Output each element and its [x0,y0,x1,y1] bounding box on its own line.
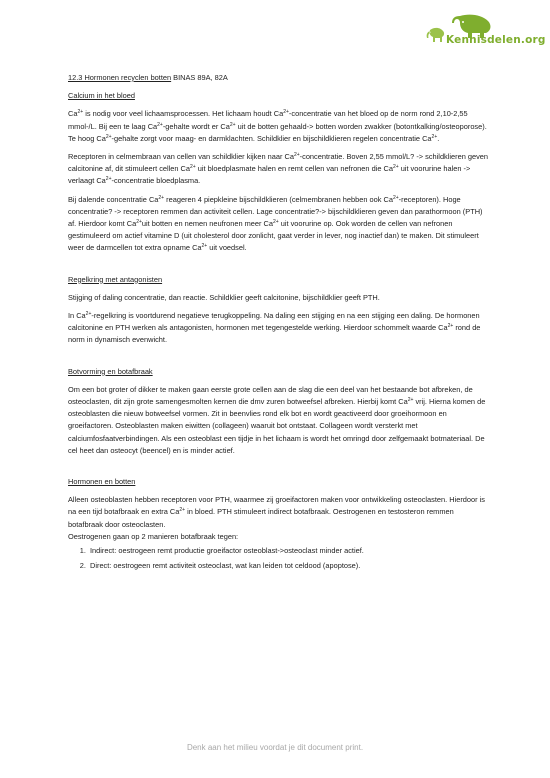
spacer [68,261,488,274]
charge-superscript: 2+ [447,323,454,330]
oestrogen-list [68,545,488,572]
heading-title: 12.3 Hormonen recyclen botten [68,73,172,82]
paragraph-regelkring-2: In $Ca^{2+}$-regelkring is voortdurend negatieve terugkoppeling. Na daling een stijging en na een stijging een daling. De hormonen calcitonine en PTH werken als antagonisten, hormonen met tegengestelde werking. Hierdoor schommelt waarde $Ca^{2+}$ rond de norm in dynamisch evenwicht. [68,311,481,345]
heading-reference: BINAS 89A, 82A [171,73,228,82]
paragraph-regelkring-1: Stijging of daling concentratie, dan reactie. Schildklier geeft calcitonine, bijschildklier geeft PTH. [68,292,380,302]
charge-superscript: 2+ [105,133,112,140]
charge-superscript: 2+ [201,243,208,250]
charge-superscript: 2+ [272,219,279,226]
document-body [68,72,488,576]
charge-superscript: 2+ [392,164,399,171]
kennisdelen-logo[interactable] [416,14,546,54]
charge-superscript: 2+ [105,176,112,183]
paragraph-calcium-3: Bij dalende concentratie $Ca^{2+}$ reageren 4 piepkleine bijschildklieren (celmembranen hebben ook $Ca^{2+}-receptoren$). Hoge concentratie? -> receptoren remmen dan activiteit cellen. Lage concentratie?-> bijschildklieren geven dan parathormoon (PTH) af. Hierdoor komt $Ca^{2+}uit$ botten en nemen neufronen meer $Ca^{2+}$ uit voorurine op. Ook worden de cellen van nefronen gestimuleerd om actief vitamine D (uit cholesterol door zonlicht, gaat verder in lever, nog inactief dan) te maken. Dit stimuleert weer de darmcellen tot extra opname $Ca^{2+}$ uit voedsel. [68,194,483,253]
document-heading [68,72,488,84]
spacer [68,463,488,476]
section-title-regelkring: Regelkring met antagonisten [68,274,163,284]
paragraph-botvorming-1: Om een bot groter of dikker te maken gaan eerste grote cellen aan de slag die een deel van het bestaande bot afbreken, de osteoclasten, dit zijn grote samengesmolten kernen die dmv zuren botweefsel afbreken. Hierbij komt $Ca^{2+}$ vrij. Hierna komen de osteoblasten die nieuw botweefsel vormen. Zit in beenvlies rond elk bot en wordt geactiveerd door groeihormoon en groeifactoren. Osteoblasten maken eiwitten (collageen) waaruit bot ontstaat. Collageen wordt versterkt met calciumfosfaatverbindingen. Als een osteoblast een tijdje in het lichaam is wordt het omringd door zelfgemaakt botmateriaal. De cel heet dan osteocyt (beencel) en is minder actief. [68,384,486,455]
paragraph-hormonen-1: Alleen osteoblasten hebben receptoren voor PTH, waarmee zij groeifactoren maken voor ontwikkeling osteoclasten. Hierdoor is na een tijd botafbraak en extra $Ca^{2+}$ in bloed. PTH stimuleert indirect botafbraak. Oestrogenen en testosteron remmen botafbraak door osteoclasten. [68,495,485,529]
charge-superscript: 2+ [293,152,300,159]
charge-superscript: 2+ [136,219,142,226]
paragraph-calcium-2: Receptoren in celmembraan van cellen van schildklier kijken naar $Ca^{2+}$-concentratie. Boven 2,55 mmol/L? -> schildklieren geven calcitonine af, dit stimuleert cellen $Ca^{2+}$ uit bloedplasmate halen en remt cellen van nefronen die $Ca^{2+}$ uit voorurine halen -> verlaagt $Ca^{2+}$-concentratie bloedplasma. [68,152,489,186]
paragraph-calcium-1: $Ca^{2+}$ is nodig voor veel lichaamsprocessen. Het lichaam houdt $Ca^{2+}$-concentratie van het bloed op de norm rond 2,10-2,55 mmol-/L. Bij een te laag $Ca^{2+}$-gehalte wordt er $Ca^{2+}$ uit de botten gehaald-> botten worden zwakker (botontkalking/osteoporose). Te hoog $Ca^{2+}$-gehalte zorgt voor maag- en darmklachten. Schildklier en bijschildklieren regelen concentratie $Ca^{2+}$. [68,109,487,143]
charge-superscript: 2+ [158,194,165,201]
charge-superscript: 2+ [407,397,414,404]
charge-superscript: 2+ [392,194,399,201]
section-title-botvorming: Botvorming en botafbraak [68,366,153,376]
charge-superscript: 2+ [283,109,289,116]
charge-superscript: 2+ [85,311,92,318]
spacer [68,353,488,366]
list-item: 2. Direct: oestrogeen remt activiteit osteoclast, wat kan leiden tot celdood (apoptose). [88,560,488,572]
logo-text: Kennisdelen.org [446,34,546,46]
section-title-calcium: Calcium in het bloed [68,91,135,101]
charge-superscript: 2+ [229,121,236,128]
list-item: 1. Indirect: oestrogeen remt productie groeifactor osteoblast->osteoclast minder actief. [88,545,488,557]
charge-superscript: 2+ [157,121,163,128]
footer-note: Denk aan het milieu voordat je dit document print. [186,743,364,752]
charge-superscript: 2+ [179,507,186,514]
charge-superscript: 2+ [190,164,196,171]
section-title-hormonen: Hormonen en botten [68,477,136,487]
charge-superscript: 2+ [77,109,84,116]
list-intro: Oestrogenen gaan op 2 manieren botafbraak tegen: [68,531,239,541]
charge-superscript: 2+ [431,133,438,140]
